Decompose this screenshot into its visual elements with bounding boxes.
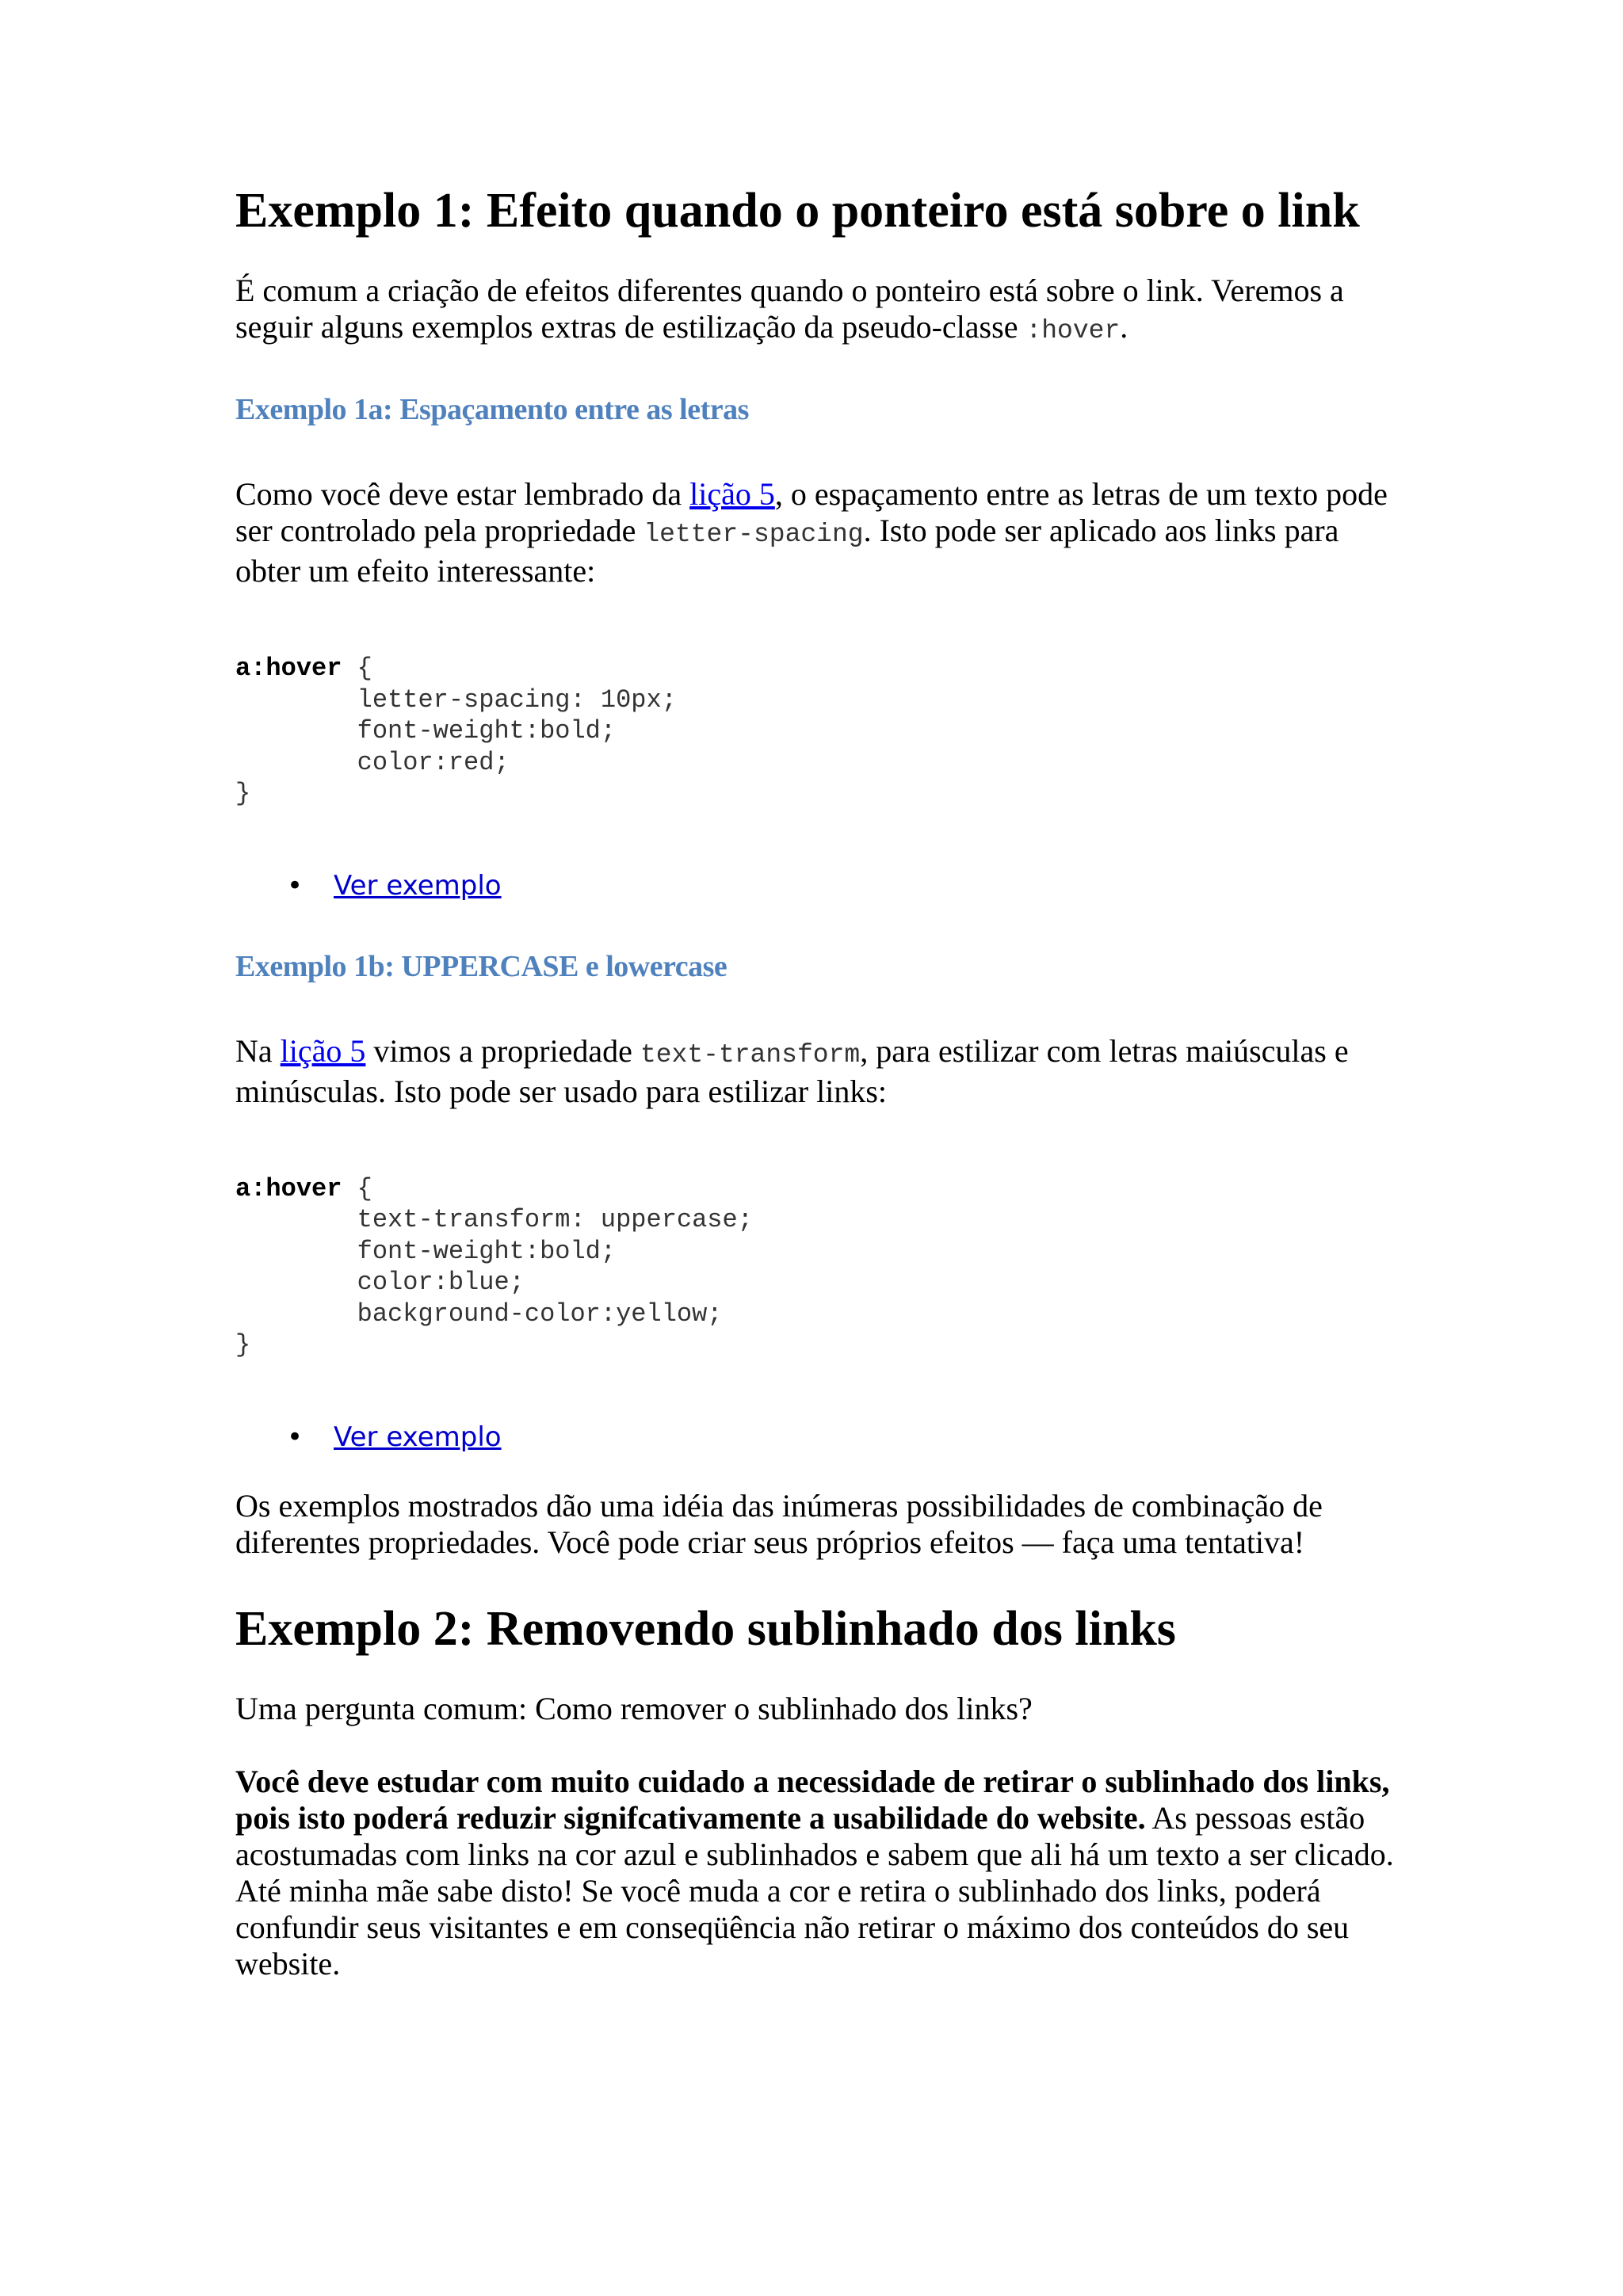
- section2-warning: [235, 1764, 1401, 1982]
- example1b-code-block: [235, 1173, 1401, 1361]
- letter-spacing-code: letter-spacing: [643, 520, 864, 550]
- example1b-title: Exemplo 1b: UPPERCASE e lowercase: [235, 949, 727, 983]
- section1-title: Exemplo 1: Efeito quando o ponteiro está sobre o link: [235, 184, 1360, 238]
- code-line: background-color:yellow;: [357, 1299, 723, 1329]
- code-open-brace: {: [342, 654, 372, 684]
- hover-code: :hover: [1025, 316, 1121, 346]
- code-line: text-transform: uppercase;: [357, 1205, 753, 1235]
- closing-paragraph: Os exemplos mostrados dão uma idéia das inúmeras possibilidades de combinação de diferentes propriedades. Você pode criar seus próprios efeitos — faça uma tentativa!: [235, 1487, 1323, 1560]
- text-transform-code: text-transform: [640, 1039, 861, 1070]
- example1a-p-end: . Isto pode ser aplicado aos links para obter um efeito interessante:: [235, 513, 1339, 589]
- lesson5-link[interactable]: lição 5: [280, 1032, 366, 1069]
- example1b-p-end: , para estilizar com letras maiúsculas e minúsculas. Isto pode ser usado para estilizar links:: [235, 1032, 1349, 1109]
- example1b-p-mid: vimos a propriedade: [365, 1032, 640, 1069]
- code-line: font-weight:bold;: [357, 716, 617, 746]
- view-example-link[interactable]: Ver exemplo: [334, 1421, 502, 1453]
- example1a-p-start: Como você deve estar lembrado da: [235, 476, 690, 513]
- section1-intro: [235, 273, 1401, 349]
- code-close-brace: }: [235, 1330, 251, 1360]
- code-line: color:blue;: [357, 1268, 525, 1298]
- example1a-code-block: [235, 653, 1401, 810]
- bullet-dot-icon: •: [287, 1421, 304, 1453]
- code-open-brace: {: [342, 1173, 372, 1203]
- example1b-p-start: Na: [235, 1032, 281, 1069]
- code-selector: a:hover: [235, 654, 342, 684]
- code-selector: a:hover: [235, 1173, 342, 1203]
- section1-intro-end: .: [1120, 309, 1128, 345]
- section2-title: Exemplo 2: Removendo sublinhado dos links: [235, 1601, 1176, 1656]
- bullet-dot-icon: •: [287, 869, 304, 902]
- example1b-bullet: [235, 1418, 1401, 1458]
- example1a-paragraph: [235, 476, 1401, 589]
- code-close-brace: }: [235, 779, 251, 809]
- code-line: font-weight:bold;: [357, 1236, 617, 1266]
- warning-bold-text: Você deve estudar com muito cuidado a necessidade de retirar o sublinhado dos links, pois isto poderá reduzir signifcativamente a usabilidade do website.: [235, 1763, 1390, 1836]
- example1b-paragraph: [235, 1033, 1401, 1110]
- section2-question: Uma pergunta comum: Como remover o sublinhado dos links?: [235, 1690, 1033, 1726]
- lesson5-link[interactable]: lição 5: [689, 476, 775, 513]
- example1a-title: Exemplo 1a: Espaçamento entre as letras: [235, 393, 749, 427]
- example1a-bullet: [235, 867, 1401, 906]
- warning-rest-text: As pessoas estão acostumadas com links na cor azul e sublinhados e sabem que ali há um texto a ser clicado. Até minha mãe sabe disto! Se você muda a cor e retira o sublinhado dos links, poderá confundir seus visitantes e em conseqüência não retirar o máximo dos conteúdos do seu website.: [235, 1799, 1394, 1981]
- example1a-p-mid: , o espaçamento entre as letras de um texto pode ser controlado pela propriedade: [235, 476, 1388, 549]
- section1-intro-text: É comum a criação de efeitos diferentes quando o ponteiro está sobre o link. Veremos a seguir alguns exemplos extras de estilização da pseudo-classe: [235, 273, 1344, 345]
- view-example-link[interactable]: Ver exemplo: [334, 869, 502, 902]
- code-line: color:red;: [357, 747, 510, 777]
- code-line: letter-spacing: 10px;: [357, 685, 677, 715]
